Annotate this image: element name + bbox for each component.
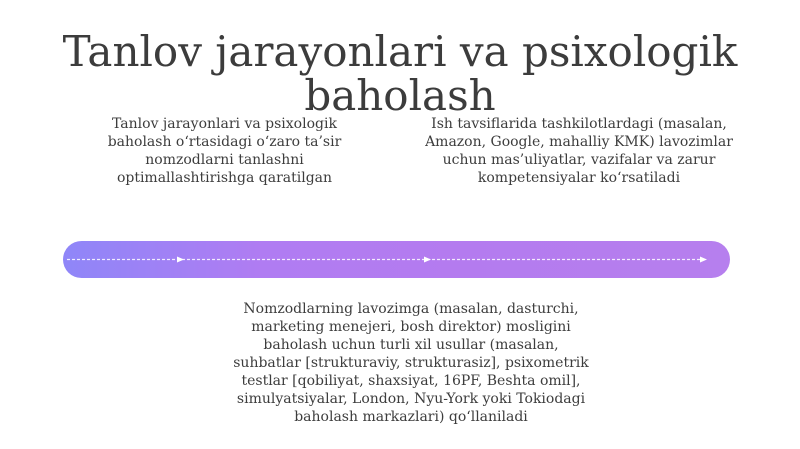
timeline-arrows <box>63 241 730 278</box>
page-title: Tanlov jarayonlari va psixologik baholash <box>62 27 738 121</box>
left-description: Tanlov jarayonlari va psixologik baholash o‘rtasidagi o‘zaro ta’sir nomzodlarni tanlashni optimallashtirishga qaratilgan <box>107 116 342 186</box>
timeline-bar <box>63 241 730 278</box>
bottom-description: Nomzodlarning lavozimga (masalan, dasturchi, marketing menejeri, bosh direktor) mosligini baholash uchun turli xil usullar (masalan, suhbatlar [strukturaviy, strukturasiz], psixometrik testlar [qobiliyat, shaxsiyat, 16PF, Beshta omil], simulyatsiyalar, London, Nyu-York yoki Tokiodagi baholash markazlari) qo‘llaniladi <box>233 301 589 425</box>
arrow-icon <box>177 257 184 263</box>
arrow-icon <box>700 257 707 263</box>
arrow-icon <box>424 257 431 263</box>
right-description: Ish tavsiflarida tashkilotlardagi (masalan, Amazon, Google, mahalliy KMK) lavozimlar uchun mas’uliyatlar, vazifalar va zarur kompetensiyalar ko‘rsatiladi <box>425 116 733 186</box>
